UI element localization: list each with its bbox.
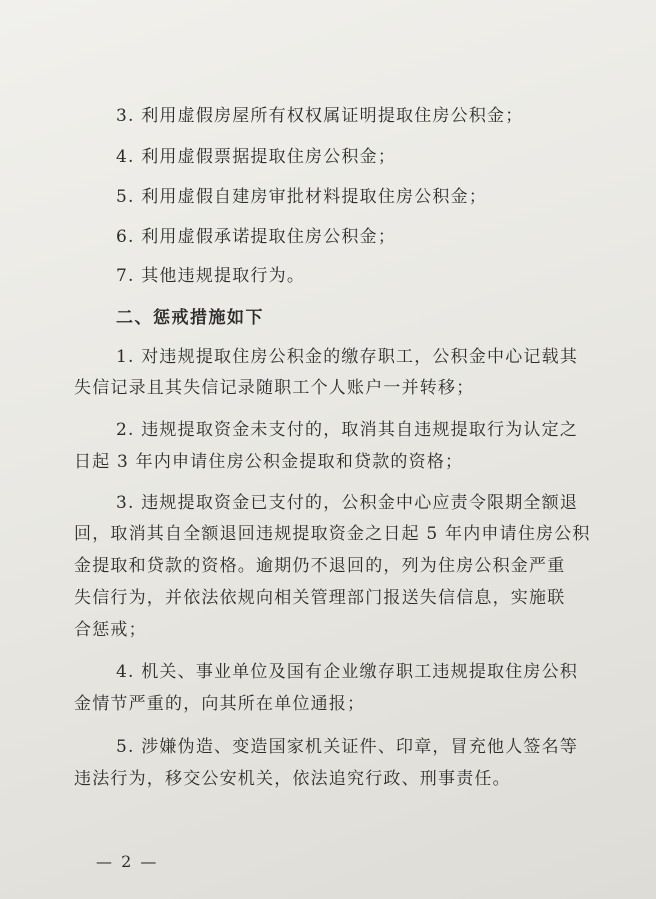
measure-3-line-4: 失信行为，并依法依规向相关管理部门报送失信信息，实施联 [74, 588, 566, 608]
item-6: 6. 利用虚假承诺提取住房公积金； [116, 227, 397, 247]
item-3: 3. 利用虚假房屋所有权权属证明提取住房公积金； [116, 106, 524, 126]
measure-5-line-1: 5. 涉嫌伪造、变造国家机关证件、印章，冒充他人签名等 [116, 737, 579, 757]
measure-3-line-5: 合惩戒； [74, 620, 147, 640]
measure-4-line-1: 4. 机关、事业单位及国有企业缴存职工违规提取住房公积 [116, 662, 579, 682]
measure-5-line-2: 违法行为，移交公安机关，依法追究行政、刑事责任。 [74, 769, 511, 789]
page-number: — 2 — [96, 852, 159, 871]
measure-1-line-1: 1. 对违规提取住房公积金的缴存职工，公积金中心记载其 [116, 347, 579, 367]
item-7: 7. 其他违规提取行为。 [116, 266, 306, 286]
measure-3-line-1: 3. 违规提取资金已支付的，公积金中心应责令限期全额退 [116, 493, 579, 513]
measure-1-line-2: 失信记录且其失信记录随职工个人账户一并转移； [74, 378, 475, 398]
measure-4-line-2: 金情节严重的，向其所在单位通报； [74, 694, 366, 714]
measure-3-line-2: 回，取消其自全额退回违规提取资金之日起 5 年内申请住房公积 [74, 524, 591, 544]
measure-2-line-1: 2. 违规提取资金未支付的，取消其自违规提取行为认定之 [116, 420, 579, 440]
item-4: 4. 利用虚假票据提取住房公积金； [116, 147, 397, 167]
item-5: 5. 利用虚假自建房审批材料提取住房公积金； [116, 187, 488, 207]
measure-3-line-3: 金提取和贷款的资格。逾期仍不退回的，列为住房公积金严重 [74, 556, 566, 576]
section-heading: 二、惩戒措施如下 [116, 308, 264, 328]
measure-2-line-2: 日起 3 年内申请住房公积金提取和贷款的资格； [74, 452, 464, 472]
